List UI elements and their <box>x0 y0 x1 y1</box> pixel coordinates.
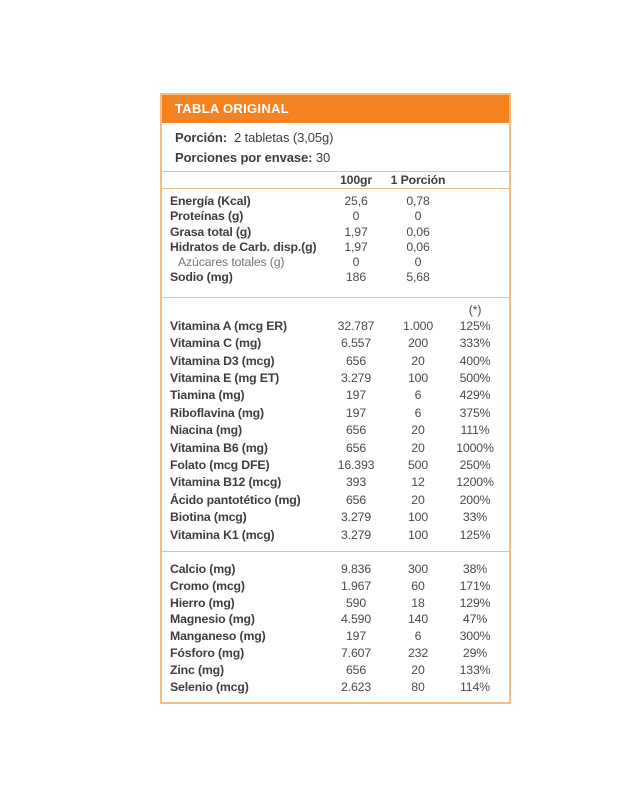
row-label: Tiamina (mg) <box>170 388 245 403</box>
table-row <box>162 387 509 404</box>
row-label: Ácido pantotético (mg) <box>170 492 301 507</box>
value-portion: 0,06 <box>406 239 430 254</box>
value-portion: 0,78 <box>406 194 430 208</box>
value-percent: 375% <box>459 405 491 420</box>
value-portion: 6 <box>414 405 422 420</box>
value-percent: 1200% <box>456 475 494 490</box>
row-label: Vitamina B6 (mg) <box>170 440 268 455</box>
column-header-100g: 100gr <box>339 173 373 187</box>
value-100g: 0 <box>352 255 360 270</box>
table-row <box>162 645 509 662</box>
value-100g: 393 <box>345 475 367 490</box>
table-row <box>162 527 509 544</box>
value-portion: 200 <box>407 336 429 351</box>
table-row <box>162 474 509 491</box>
value-100g: 656 <box>345 492 367 507</box>
value-percent: 133% <box>459 662 491 677</box>
row-label: Riboflavina (mg) <box>170 405 264 420</box>
row-label: Folato (mcg DFE) <box>170 458 270 473</box>
section-minerals <box>162 552 509 700</box>
table-row <box>162 240 509 255</box>
value-portion: 5,68 <box>406 270 430 285</box>
value-percent <box>452 194 498 209</box>
row-label: Magnesio (mg) <box>170 612 255 627</box>
value-100g: 16.393 <box>337 458 375 473</box>
value-percent: 29% <box>462 646 488 661</box>
table-row <box>162 628 509 645</box>
value-portion: 20 <box>411 423 425 438</box>
value-portion: 0,06 <box>406 224 430 239</box>
value-portion: 500 <box>407 458 429 473</box>
row-label: Vitamina D3 (mcg) <box>170 353 275 368</box>
value-portion: 20 <box>411 353 425 368</box>
value-100g: 25,6 <box>344 194 368 208</box>
value-100g: 197 <box>345 405 367 420</box>
table-row <box>162 335 509 352</box>
value-percent: 400% <box>459 353 491 368</box>
row-label: Azúcares totales (g) <box>178 255 285 270</box>
value-portion: 100 <box>407 527 429 542</box>
value-100g: 656 <box>345 440 367 455</box>
daily-value-asterisk-row <box>162 302 509 318</box>
row-label: Vitamina B12 (mcg) <box>170 475 282 490</box>
value-100g: 590 <box>345 595 367 610</box>
row-label: Vitamina A (mcg ER) <box>170 318 287 333</box>
servings-label: Porciones por envase: <box>175 150 313 165</box>
table-row <box>162 561 509 578</box>
value-percent <box>452 255 498 270</box>
value-percent: 111% <box>460 423 490 438</box>
value-percent: 114% <box>460 679 490 694</box>
value-percent: 129% <box>459 595 491 610</box>
value-portion: 12 <box>411 475 425 490</box>
row-label: Zinc (mg) <box>170 662 224 677</box>
row-label: Vitamina E (mg ET) <box>170 371 280 385</box>
row-label: Niacina (mg) <box>170 423 242 438</box>
nutrition-facts-table <box>160 93 511 704</box>
value-100g: 0 <box>352 209 360 224</box>
row-label: Grasa total (g) <box>170 224 252 239</box>
servings-per-container-line <box>175 148 496 168</box>
value-percent: 33% <box>462 510 488 525</box>
table-row <box>162 422 509 439</box>
value-portion: 60 <box>411 578 425 593</box>
table-row <box>162 595 509 612</box>
value-percent <box>452 270 498 285</box>
table-row <box>162 209 509 224</box>
column-header-row <box>162 172 509 188</box>
value-portion: 18 <box>411 595 425 610</box>
table-row <box>162 318 509 335</box>
value-percent: 250% <box>459 458 491 473</box>
value-100g: 1.967 <box>340 578 372 593</box>
table-row <box>162 492 509 509</box>
value-100g: 1,97 <box>344 224 368 239</box>
value-100g: 656 <box>345 353 367 368</box>
value-portion: 300 <box>407 562 429 577</box>
value-portion: 1.000 <box>402 318 434 333</box>
table-row <box>162 457 509 474</box>
value-percent: 429% <box>459 388 491 403</box>
table-row <box>162 679 509 696</box>
column-header-portion: 1 Porción <box>390 173 446 187</box>
value-portion: 20 <box>411 492 425 507</box>
value-percent <box>452 225 498 240</box>
row-label: Sodio (mg) <box>170 270 233 285</box>
value-percent: 125% <box>459 527 491 542</box>
row-label: Hidratos de Carb. disp.(g) <box>170 239 317 254</box>
row-label: Biotina (mcg) <box>170 510 247 525</box>
value-portion: 232 <box>407 646 429 661</box>
value-percent <box>452 240 498 255</box>
daily-value-asterisk: (*) <box>468 302 482 317</box>
value-portion: 140 <box>407 612 429 627</box>
table-row <box>162 578 509 595</box>
table-title: TABLA ORIGINAL <box>175 101 289 116</box>
value-percent: 171% <box>459 578 491 593</box>
value-100g: 197 <box>345 629 367 644</box>
value-percent <box>452 209 498 224</box>
servings-value: 30 <box>315 150 331 165</box>
value-portion: 100 <box>407 510 429 525</box>
value-percent: 47% <box>462 612 488 627</box>
value-100g: 3.279 <box>340 371 372 385</box>
value-100g: 3.279 <box>340 510 372 525</box>
value-portion: 6 <box>414 629 422 644</box>
table-row <box>162 270 509 285</box>
value-100g: 197 <box>345 388 367 403</box>
row-label: Cromo (mcg) <box>170 578 245 593</box>
value-portion: 6 <box>414 388 422 403</box>
table-row <box>162 255 509 270</box>
value-percent: 300% <box>459 629 491 644</box>
portion-value: 2 tabletas (3,05g) <box>233 130 334 145</box>
row-label: Vitamina K1 (mcg) <box>170 527 275 542</box>
value-percent: 38% <box>462 562 488 577</box>
table-row <box>162 440 509 457</box>
portion-line <box>175 128 496 148</box>
column-header-percent-spacer <box>452 172 498 188</box>
section-vitamins <box>162 298 509 551</box>
section-macronutrients <box>162 189 509 297</box>
row-label: Vitamina C (mg) <box>170 336 262 351</box>
table-row <box>162 405 509 422</box>
value-100g: 6.557 <box>340 336 372 351</box>
row-label: Manganeso (mg) <box>170 629 266 644</box>
table-row <box>162 353 509 370</box>
value-100g: 1,97 <box>344 239 368 254</box>
value-100g: 9.836 <box>340 562 372 577</box>
table-row <box>162 611 509 628</box>
value-100g: 186 <box>345 270 367 285</box>
value-portion: 20 <box>411 440 425 455</box>
value-100g: 32.787 <box>337 318 375 333</box>
value-portion: 20 <box>411 662 425 677</box>
row-label: Fósforo (mg) <box>170 646 245 661</box>
value-100g: 3.279 <box>340 527 372 542</box>
serving-info <box>162 123 509 171</box>
table-row <box>162 662 509 679</box>
value-portion: 80 <box>411 679 425 694</box>
value-100g: 656 <box>345 662 367 677</box>
table-row <box>162 225 509 240</box>
table-row <box>162 370 509 387</box>
value-percent: 1000% <box>456 440 494 455</box>
value-portion: 0 <box>414 209 422 224</box>
row-label: Selenio (mcg) <box>170 679 249 694</box>
row-label: Hierro (mg) <box>170 595 235 610</box>
table-row <box>162 194 509 209</box>
table-title-bar <box>162 95 509 123</box>
value-100g: 7.607 <box>340 646 372 661</box>
value-percent: 333% <box>459 336 491 351</box>
row-label: Energía (Kcal) <box>170 194 251 208</box>
value-percent: 200% <box>459 492 491 507</box>
table-row <box>162 509 509 526</box>
column-header-spacer <box>170 172 328 188</box>
row-label: Proteínas (g) <box>170 209 244 224</box>
value-100g: 2.623 <box>340 679 372 694</box>
portion-label: Porción: <box>175 130 227 145</box>
value-portion: 0 <box>414 255 422 270</box>
value-percent: 125% <box>459 318 491 333</box>
value-100g: 4.590 <box>340 612 372 627</box>
row-label: Calcio (mg) <box>170 562 236 577</box>
value-portion: 100 <box>407 371 429 385</box>
value-percent: 500% <box>459 371 491 385</box>
value-100g: 656 <box>345 423 367 438</box>
